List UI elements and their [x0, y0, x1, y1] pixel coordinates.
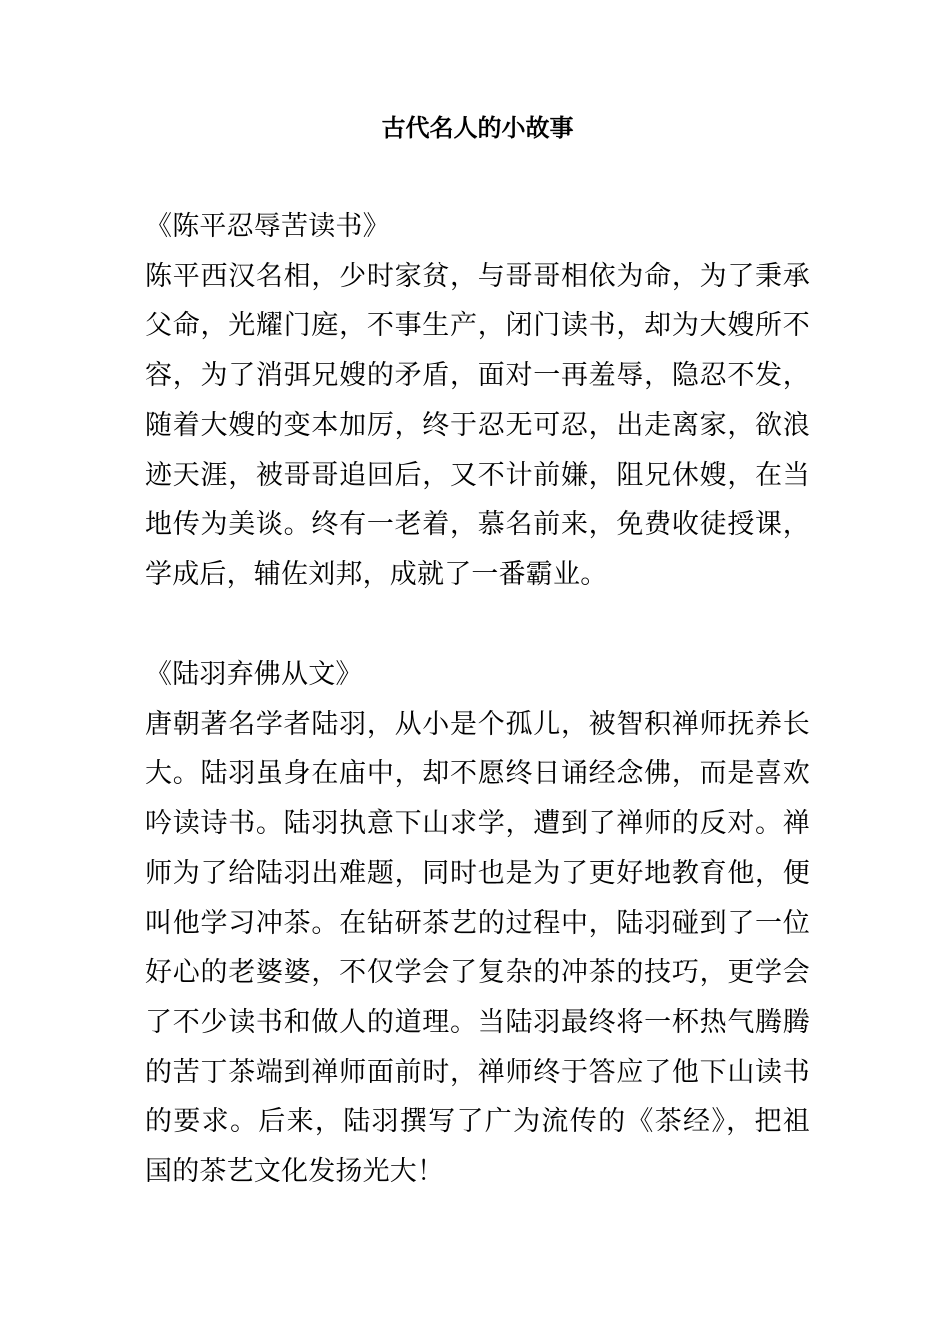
story-heading: 《陆羽弃佛从文》	[145, 659, 363, 690]
story-heading: 《陈平忍辱苦读书》	[145, 211, 390, 242]
story-body: 陈平西汉名相，少时家贫，与哥哥相依为命，为了秉承父命，光耀门庭，不事生产，闭门读书，却为大嫂所不容，为了消弭兄嫂的矛盾，面对一再羞辱，隐忍不发，随着大嫂的变本加厉，终于忍无可忍，出走离家，欲浪迹天涯，被哥哥追回后，又不计前嫌，阻兄休嫂，在当地传为美谈。终有一老着，慕名前来，免费收徒授课，学成后，辅佐刘邦，成就了一番霸业。	[145, 260, 810, 590]
story-section	[145, 202, 810, 600]
story-section	[145, 650, 810, 1197]
document-title: 古代名人的小故事	[381, 114, 574, 142]
story-body: 唐朝著名学者陆羽，从小是个孤儿，被智积禅师抚养长大。陆羽虽身在庙中，却不愿终日诵经念佛，而是喜欢吟读诗书。陆羽执意下山求学，遭到了禅师的反对。禅师为了给陆羽出难题，同时也是为了更好地教育他，便叫他学习冲茶。在钻研茶艺的过程中，陆羽碰到了一位好心的老婆婆，不仅学会了复杂的冲茶的技巧，更学会了不少读书和做人的道理。当陆羽最终将一杯热气腾腾的苦丁茶端到禅师面前时，禅师终于答应了他下山读书的要求。后来，陆羽撰写了广为流传的《茶经》，把祖国的茶艺文化发扬光大！	[145, 708, 810, 1188]
